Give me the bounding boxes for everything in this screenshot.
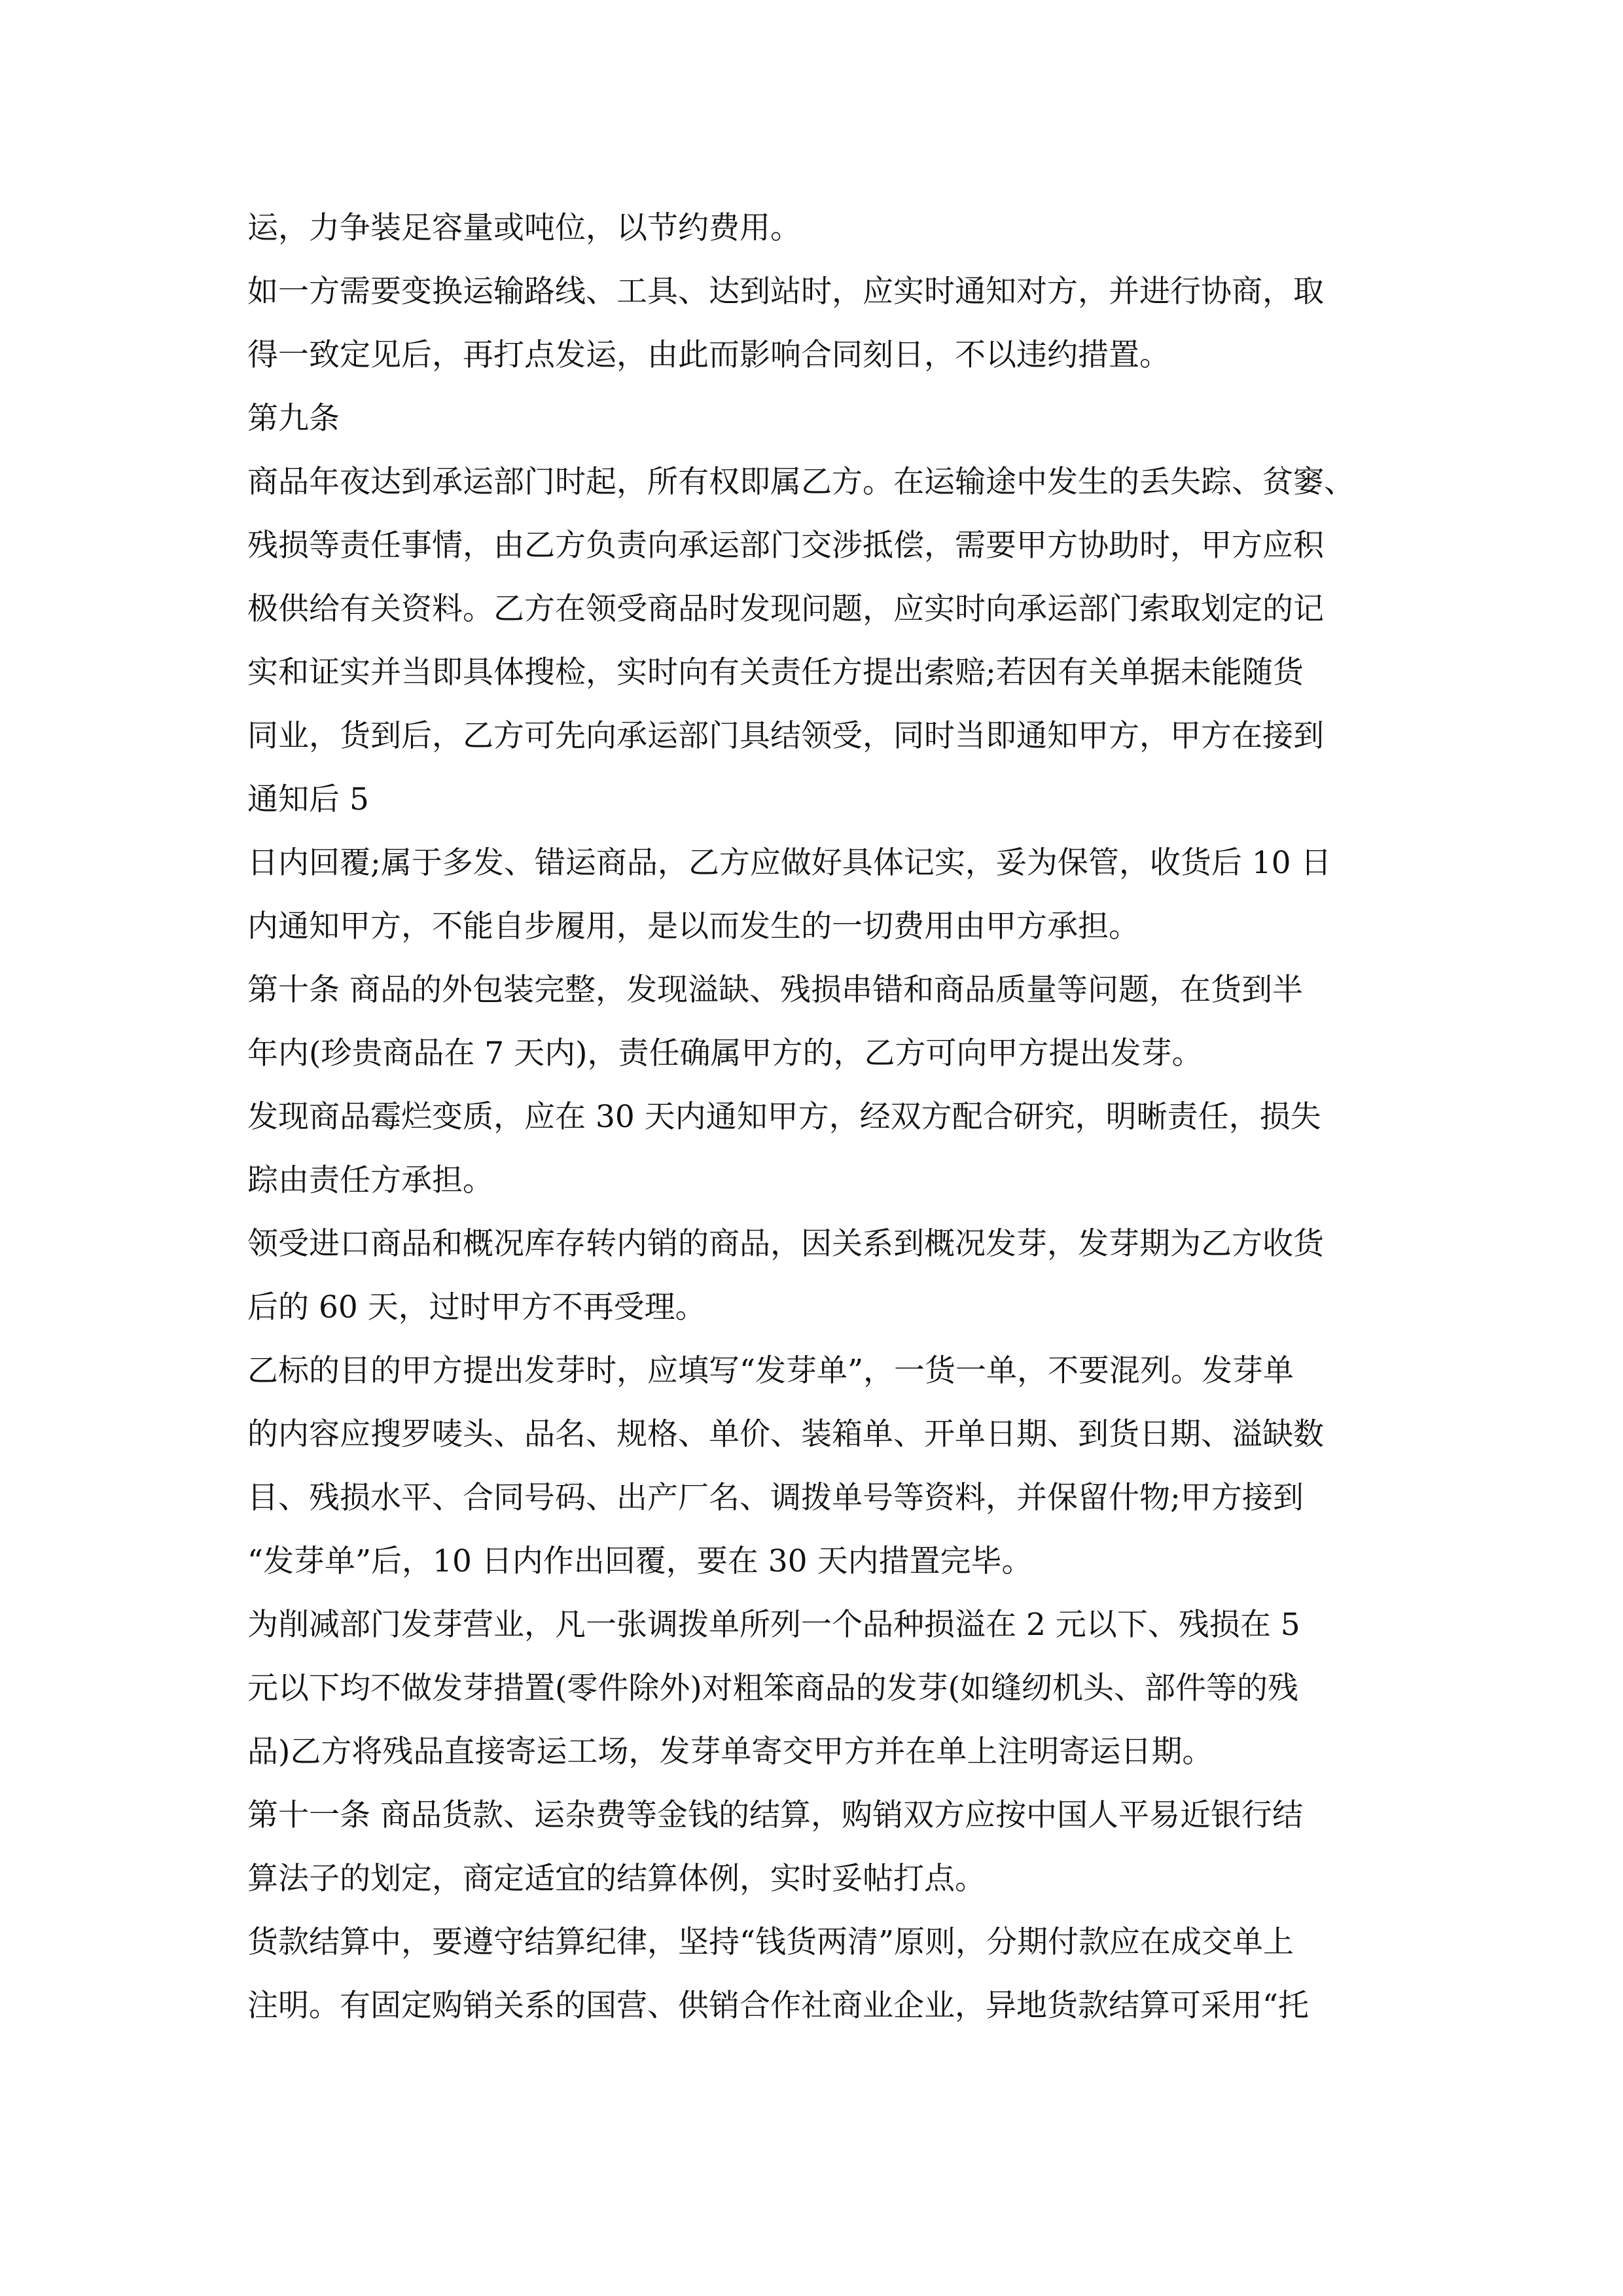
text-line: 第十条 商品的外包装完整，发现溢缺、残损串错和商品质量等问题，在货到半: [247, 972, 1303, 1008]
text-line: 内通知甲方，不能自步履用，是以而发生的一切费用由甲方承担。: [247, 908, 1139, 944]
text-line: 商品年夜达到承运部门时起，所有权即属乙方。在运输途中发生的丢失踪、贫窭、: [247, 464, 1355, 500]
text-line: 第十一条 商品货款、运杂费等金钱的结算，购销双方应按中国人平易近银行结: [247, 1797, 1303, 1833]
document-body: [247, 196, 1386, 2037]
text-line: 如一方需要变换运输路线、工具、达到站时，应实时通知对方，并进行协商，取: [247, 274, 1324, 310]
text-line: 发现商品霉烂变质，应在 30 天内通知甲方，经双方配合研究，明晰责任，损失: [247, 1099, 1321, 1135]
text-line: 的内容应搜罗唛头、品名、规格、单价、装箱单、开单日期、到货日期、溢缺数: [247, 1416, 1324, 1452]
text-line: 通知后 5: [247, 781, 369, 817]
text-line: 领受进口商品和概况库存转内销的商品，因关系到概况发芽，发芽期为乙方收货: [247, 1226, 1324, 1262]
text-line: 运，力争装足容量或吨位，以节约费用。: [247, 210, 801, 246]
text-line: “发芽单”后，10 日内作出回覆，要在 30 天内措置完毕。: [247, 1543, 1033, 1579]
text-line: 品)乙方将残品直接寄运工场，发芽单寄交甲方并在单上注明寄运日期。: [247, 1734, 1213, 1770]
text-line: 乙标的目的甲方提出发芽时，应填写“发芽单”，一货一单，不要混列。发芽单: [247, 1353, 1294, 1389]
text-line: 后的 60 天，过时甲方不再受理。: [247, 1289, 706, 1325]
text-line: 元以下均不做发芽措置(零件除外)对粗笨商品的发芽(如缝纫机头、部件等的残: [247, 1670, 1299, 1706]
text-line: 实和证实并当即具体搜检，实时向有关责任方提出索赔;若因有关单据未能随货: [247, 655, 1304, 691]
text-line: 日内回覆;属于多发、错运商品，乙方应做好具体记实，妥为保管，收货后 10 日: [247, 845, 1332, 881]
text-line: 年内(珍贵商品在 7 天内)，责任确属甲方的，乙方可向甲方提出发芽。: [247, 1035, 1203, 1071]
text-line: 注明。有固定购销关系的国营、供销合作社商业企业，异地货款结算可采用“托: [247, 1988, 1310, 2024]
text-line: 同业，货到后，乙方可先向承运部门具结领受，同时当即通知甲方，甲方在接到: [247, 718, 1324, 754]
text-line: 极供给有关资料。乙方在领受商品时发现问题，应实时向承运部门索取划定的记: [247, 591, 1324, 627]
text-line: 为削减部门发芽营业，凡一张调拨单所列一个品种损溢在 2 元以下、残损在 5: [247, 1607, 1300, 1643]
text-line: 得一致定见后，再打点发运，由此而影响合同刻日，不以违约措置。: [247, 337, 1170, 373]
text-line: 残损等责任事情，由乙方负责向承运部门交涉抵偿，需要甲方协助时，甲方应积: [247, 528, 1324, 564]
text-line: 算法子的划定，商定适宜的结算体例，实时妥帖打点。: [247, 1861, 986, 1897]
text-line: 踪由责任方承担。: [247, 1162, 493, 1198]
text-line: 目、残损水平、合同号码、出产厂名、调拨单号等资料，并保留什物;甲方接到: [247, 1480, 1304, 1516]
article-heading: 第九条: [247, 401, 340, 437]
text-line: 货款结算中，要遵守结算纪律，坚持“钱货两清”原则，分期付款应在成交单上: [247, 1924, 1294, 1960]
